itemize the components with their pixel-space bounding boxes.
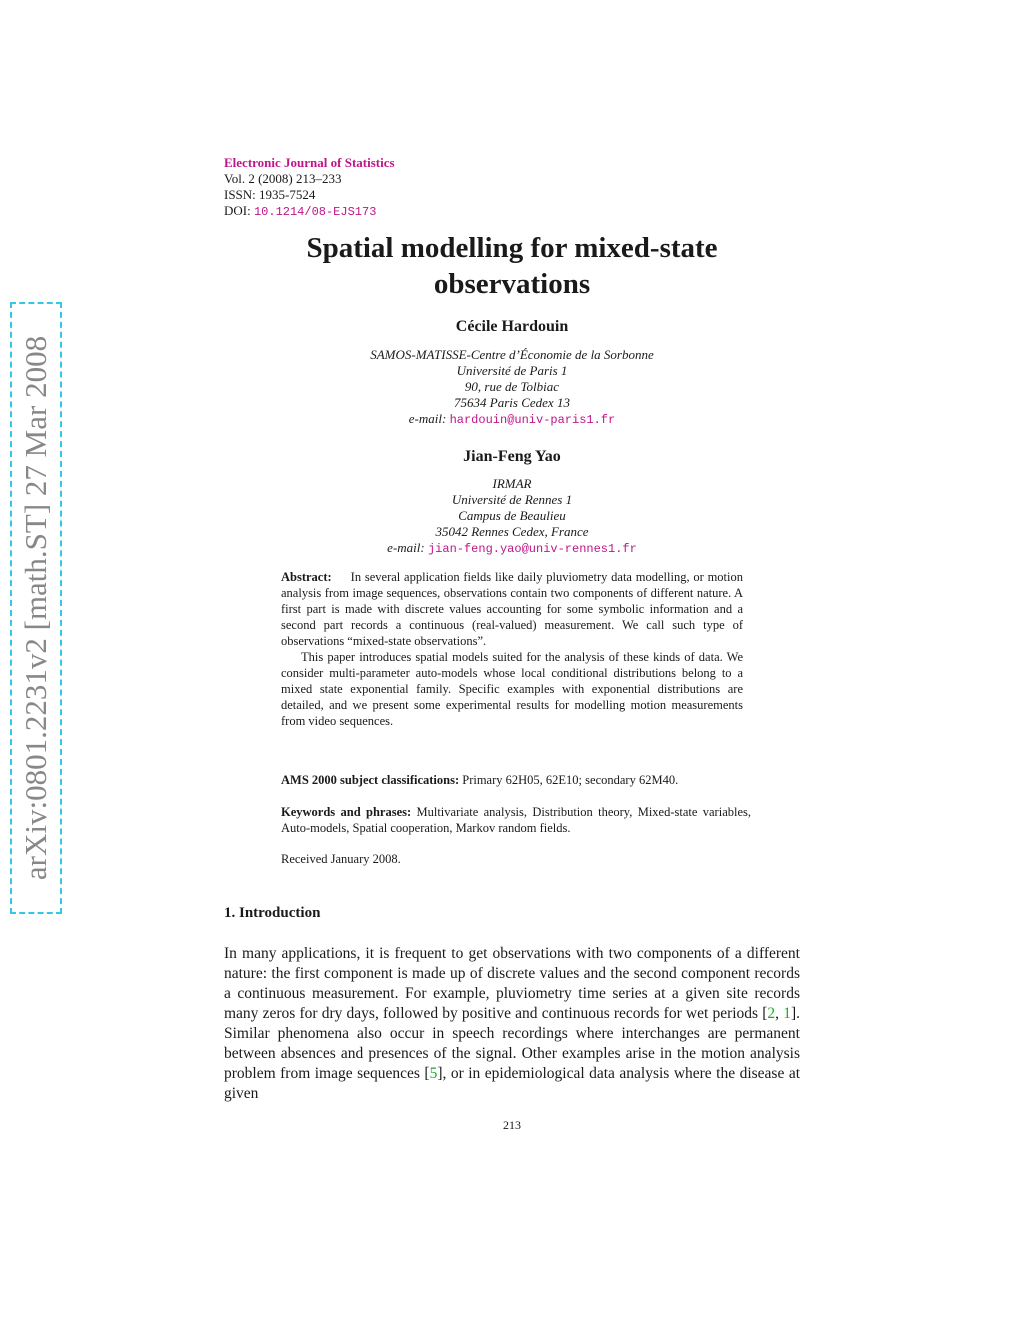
citation-link[interactable]: 2 [767,1005,776,1022]
paper-title [224,230,800,302]
affiliation-line: Université de Paris 1 [456,363,568,378]
journal-header [224,155,395,220]
body-text: ], or in epidemiological data analysis where the disease at given [224,1065,801,1102]
arxiv-sidebar [10,302,62,914]
journal-name[interactable]: Electronic Journal of Statistics [224,155,395,170]
ams-classification [281,772,751,788]
citation-link[interactable]: 1 [783,1005,791,1022]
received-date: Received January 2008. [281,852,401,866]
ams-label: AMS 2000 subject classifications: [281,773,460,787]
email-label: e-mail: [408,411,447,426]
section-heading: 1. Introduction [224,905,321,921]
author-email [224,411,800,428]
journal-doi [224,203,395,220]
body-text: ]. Similar phenomena also occur in speech recordings where interchanges are permanent between absences and presences of the signal. Other examples arise in the motion analysis problem from image sequences [ [224,1005,800,1082]
intro-paragraph [224,944,800,1104]
author-name: Jian-Feng Yao [463,448,561,465]
ams-text: Primary 62H05, 62E10; secondary 62M40. [462,773,679,787]
keywords-label: Keywords and phrases: [281,805,412,819]
abstract-label: Abstract: [281,570,332,584]
abstract-text: In several application fields like daily pluviometry data modelling, or motion analysis from image sequences, observations contain two components of different nature. A first part is made with discrete values accounting for some symbolic information and a second part records a continuous (real-valued) measurement. We call such type of observations “mixed-state observations”. [281,570,744,648]
author-affiliation [224,476,800,557]
title-line-1: Spatial modelling for mixed-state [306,232,718,264]
abstract-paragraph: This paper introduces spatial models suited for the analysis of these kinds of data. We consider multi-parameter auto-models whose local conditional distributions belong to a mixed state exponential family. Specific examples with exponential distributions are detailed, and we present some experimental results for modelling motion measurements from video sequences. [281,650,743,728]
title-line-2: observations [433,268,591,300]
journal-volume: Vol. 2 (2008) 213–233 [224,171,342,186]
intro-body [224,944,800,1104]
author-affiliation [224,347,800,428]
author-email [224,540,800,557]
keywords [281,804,751,836]
affiliation-line: 90, rue de Tolbiac [464,379,560,394]
affiliation-line: Campus de Beaulieu [458,508,566,523]
affiliation-line: IRMAR [492,476,532,491]
keywords-text: Multivariate analysis, Distribution theory, Mixed-state variables, Auto-models, Spatial cooperation, Markov random fields. [281,805,752,835]
journal-issn: ISSN: 1935-7524 [224,187,316,202]
body-text: , [775,1005,784,1022]
citation-link[interactable]: 5 [429,1065,438,1082]
abstract-paragraph [281,569,743,649]
arxiv-identifier[interactable]: arXiv:0801.2231v2 [math.ST] 27 Mar 2008 [18,335,53,881]
email-link[interactable]: hardouin@univ-paris1.fr [449,413,616,427]
abstract [281,569,743,729]
doi-label: DOI: [224,203,251,218]
email-link[interactable]: jian-feng.yao@univ-rennes1.fr [427,542,637,556]
affiliation-line: Université de Rennes 1 [451,492,573,507]
author-name: Cécile Hardouin [455,318,569,335]
email-label: e-mail: [387,540,425,555]
affiliation-line: 75634 Paris Cedex 13 [454,395,570,410]
affiliation-line: SAMOS-MATISSE-Centre d’Économie de la Sorbonne [370,347,654,362]
page-number: 213 [503,1118,521,1132]
body-text: In many applications, it is frequent to get observations with two components of a different nature: the first component is made up of discrete values and the second component records a continuous measurement. For example, pluviometry time series at a given site records many zeros for dry days, followed by positive and continuous records for wet periods [ [224,945,800,1022]
affiliation-line: 35042 Rennes Cedex, France [435,524,589,539]
doi-link[interactable]: 10.1214/08-EJS173 [253,205,377,219]
